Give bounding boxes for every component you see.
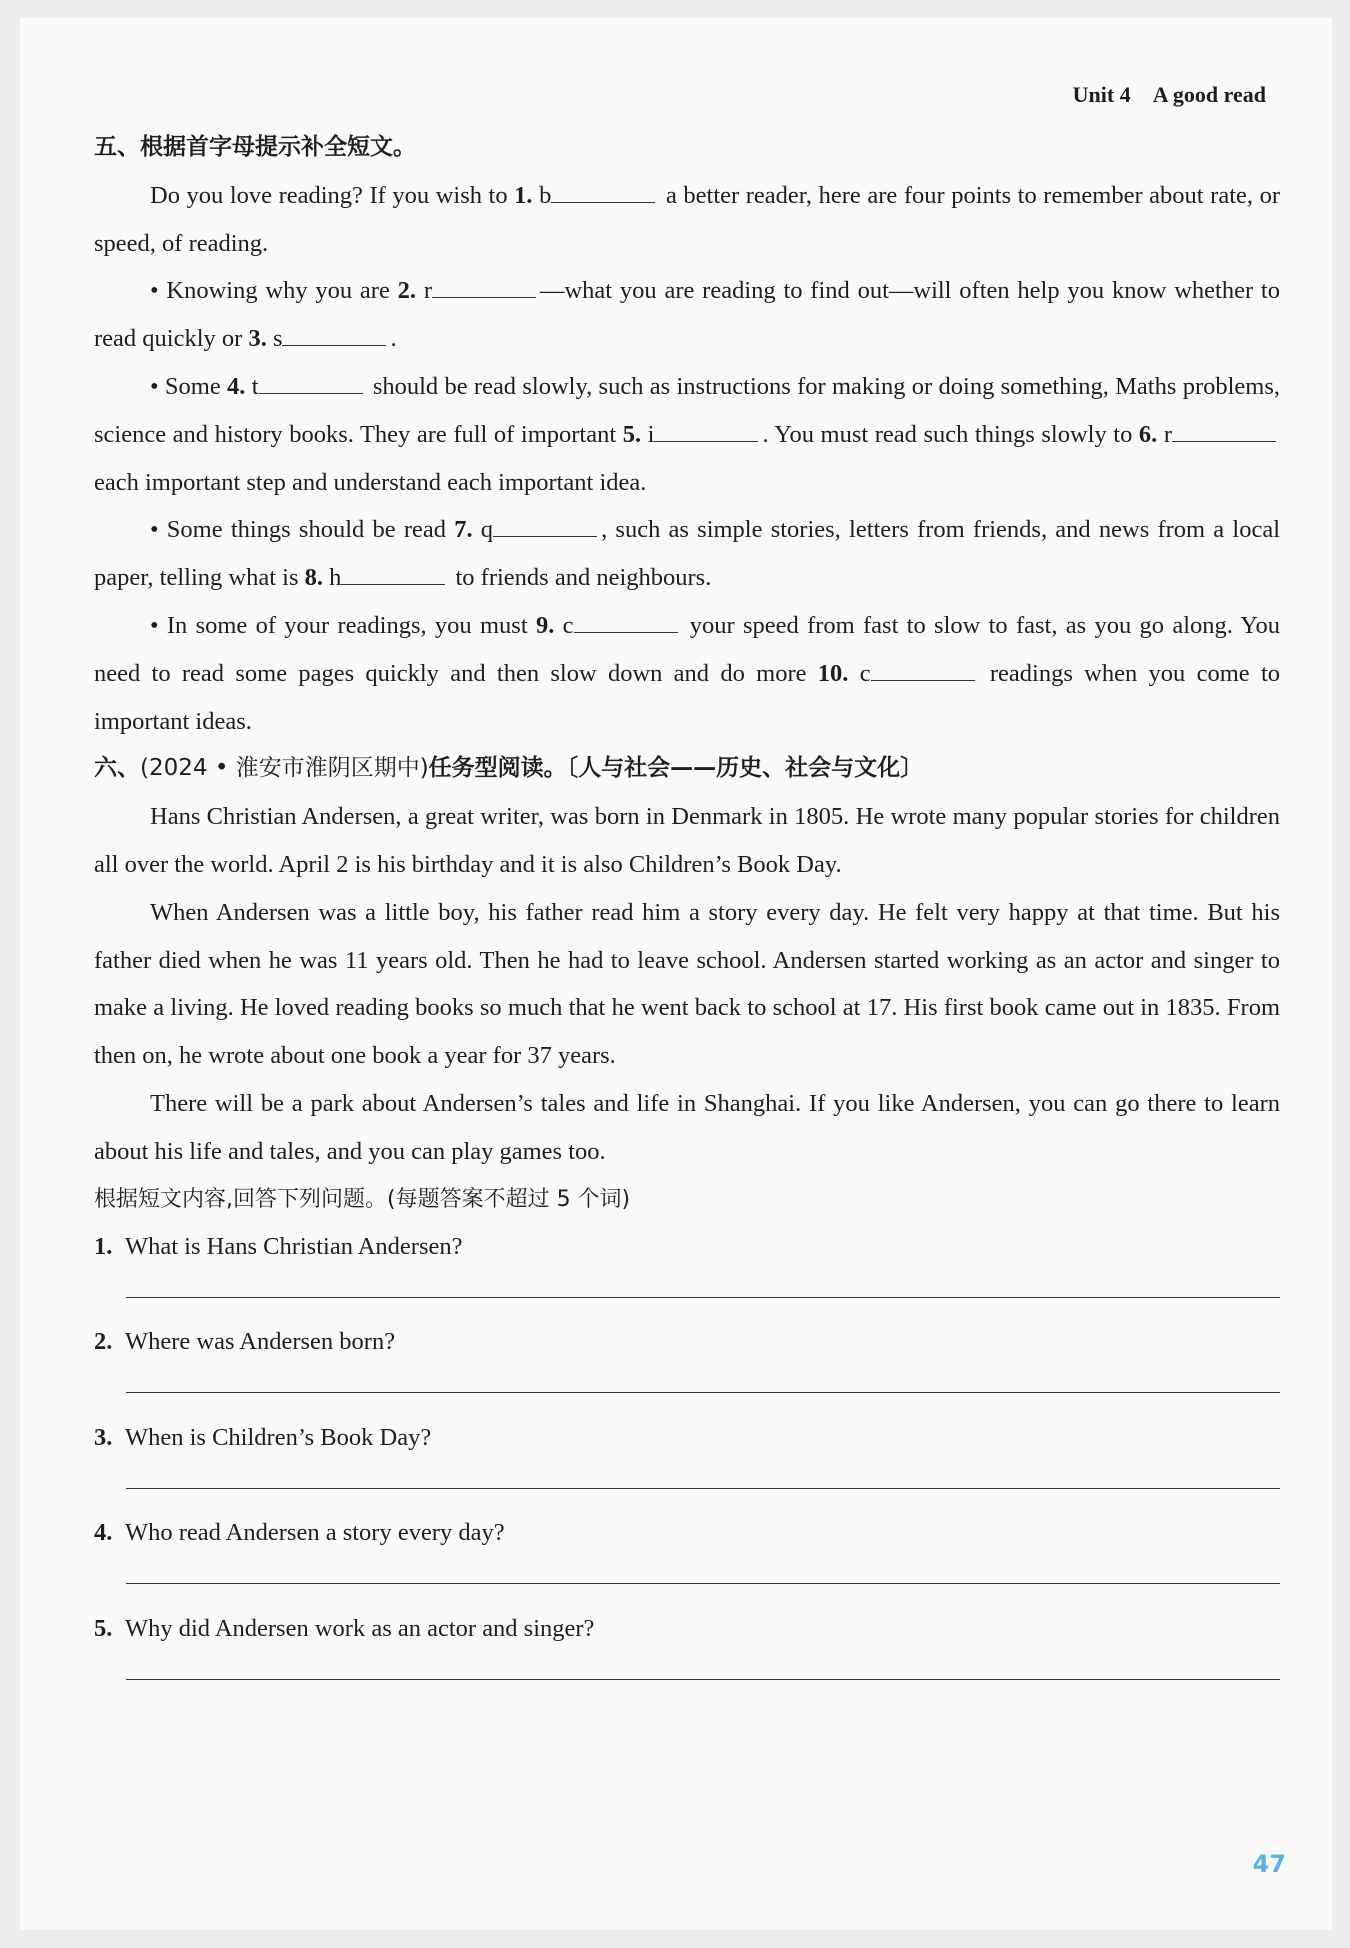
unit-label: Unit 4 xyxy=(1072,82,1131,107)
unit-title: A good read xyxy=(1152,82,1266,107)
section-5-point-1: • Knowing why you are 2. r —what you are reading to find out—will often help you know whether to read quickly or 3. s . xyxy=(94,277,1280,353)
blank-10[interactable] xyxy=(871,679,975,681)
blank-2[interactable] xyxy=(432,296,536,298)
answer-line-5[interactable] xyxy=(126,1679,1280,1680)
section-6-title: 六、(2024 • 淮安市淮阴区期中)任务型阅读。〔人与社会——历史、社会与文化〕 xyxy=(94,755,924,782)
question-text: Where was Andersen born? xyxy=(125,1328,396,1356)
section-5-intro: Do you love reading? If you wish to 1. b a better reader, here are four points to remember about rate, or speed, of reading. xyxy=(94,181,1280,257)
passage-paragraph-1: Hans Christian Andersen, a great writer, was born in Denmark in 1805. He wrote many popular stories for children all over the world. April 2 is his birthday and it is also Children’s Book Day. xyxy=(94,803,1280,878)
section-5-title: 五、根据首字母提示补全短文。 xyxy=(94,134,416,160)
question-2: 2. Where was Andersen born? xyxy=(94,1318,1280,1414)
answer-line-4[interactable] xyxy=(126,1583,1280,1584)
question-text: Why did Andersen work as an actor and singer? xyxy=(125,1614,595,1642)
blank-6[interactable] xyxy=(1172,440,1276,442)
page-header xyxy=(1073,82,1266,108)
question-text: Who read Andersen a story every day? xyxy=(125,1519,505,1547)
blank-5[interactable] xyxy=(654,440,758,442)
page-number: 47 xyxy=(1252,1850,1286,1878)
section-6-source: (2024 • 淮安市淮阴区期中) xyxy=(140,755,429,782)
section-5-point-3: • Some things should be read 7. q , such as simple stories, letters from friends, and news from a local paper, telling what is 8. h to friends and neighbours. xyxy=(94,516,1281,592)
section-5-point-2: • Some 4. t should be read slowly, such as instructions for making or doing something, Maths problems, science and history books. They are full of important 5. i . You must read such things slowly to 6. r each important step and understand each important idea. xyxy=(94,372,1281,496)
passage-paragraph-2: When Andersen was a little boy, his father read him a story every day. He felt very happy at that time. But his father died when he was 11 years old. Then he had to leave school. Andersen started working as an actor and singer to make a living. He loved reading books so much that he went back to school at 17. His first book came out in 1835. From then on, he wrote about one book a year for 37 years. xyxy=(94,898,1280,1070)
answer-line-3[interactable] xyxy=(126,1488,1280,1489)
passage-paragraph-3: There will be a park about Andersen’s tales and life in Shanghai. If you like Andersen, you can go there to learn about his life and tales, and you can play games too. xyxy=(94,1089,1280,1165)
answer-line-1[interactable] xyxy=(126,1297,1280,1298)
question-1: 1. What is Hans Christian Andersen? xyxy=(94,1223,1280,1319)
blank-8[interactable] xyxy=(341,583,445,585)
questions-instruction: 根据短文内容,回答下列问题。(每题答案不超过 5 个词) xyxy=(94,1186,631,1212)
question-4: 4. Who read Andersen a story every day? xyxy=(94,1509,1280,1605)
question-text: What is Hans Christian Andersen? xyxy=(125,1232,463,1260)
question-3: 3. When is Children’s Book Day? xyxy=(94,1414,1280,1510)
page-content xyxy=(94,124,1280,1700)
question-5: 5. Why did Andersen work as an actor and singer? xyxy=(94,1605,1280,1701)
question-text: When is Children’s Book Day? xyxy=(125,1423,432,1451)
blank-3[interactable] xyxy=(282,344,386,346)
blank-4[interactable] xyxy=(259,392,363,394)
blank-7[interactable] xyxy=(493,535,597,537)
answer-line-2[interactable] xyxy=(126,1392,1280,1393)
worksheet-page xyxy=(20,18,1332,1930)
section-5-point-4: • In some of your readings, you must 9. c your speed from fast to slow to fast, as you go along. You need to read some pages quickly and then slow down and do more 10. c readings when you come to important ideas. xyxy=(94,611,1281,735)
blank-9[interactable] xyxy=(574,631,678,633)
blank-1[interactable] xyxy=(551,201,655,203)
